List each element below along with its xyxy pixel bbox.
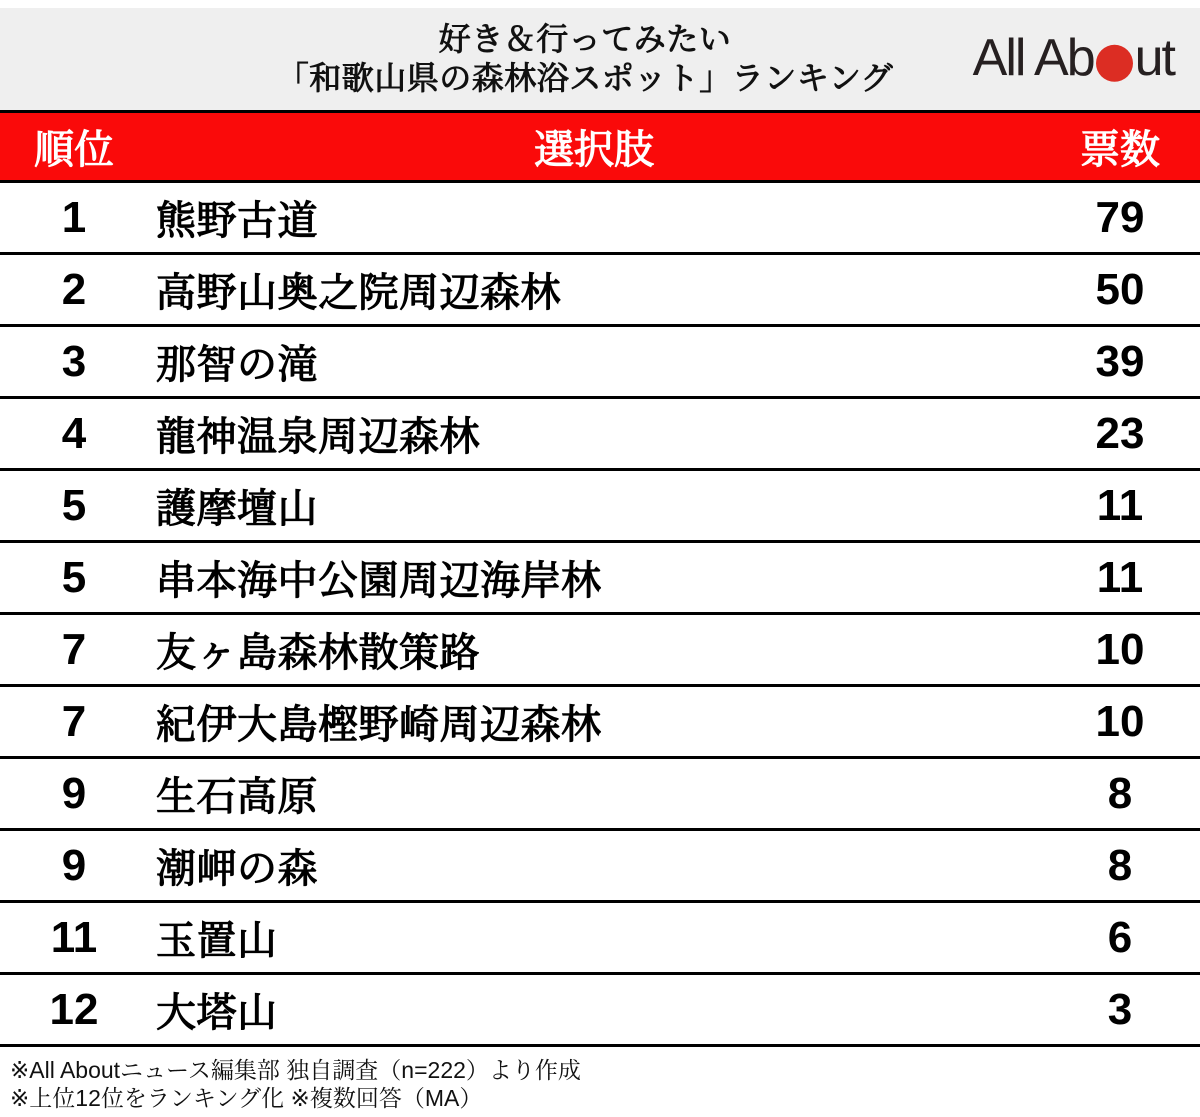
ranking-table bbox=[0, 183, 1200, 1047]
table-row bbox=[0, 831, 1200, 903]
table-row bbox=[0, 759, 1200, 831]
choice-cell: 紀伊大島樫野崎周辺森林 bbox=[156, 703, 602, 747]
choice-cell: 串本海中公園周辺海岸林 bbox=[156, 559, 602, 603]
choice-cell: 友ヶ島森林散策路 bbox=[156, 631, 480, 675]
table-header-row bbox=[0, 110, 1200, 183]
rank-cell: 1 bbox=[61, 192, 87, 242]
table-row bbox=[0, 903, 1200, 975]
column-header-choice: 選択肢 bbox=[534, 128, 654, 172]
choice-cell: 潮岬の森 bbox=[156, 847, 318, 891]
votes-cell: 23 bbox=[1095, 408, 1145, 458]
table-row bbox=[0, 471, 1200, 543]
logo-text-right: ut bbox=[1134, 28, 1174, 87]
allabout-logo bbox=[973, 28, 1174, 88]
choice-cell: 龍神温泉周辺森林 bbox=[156, 415, 480, 459]
votes-cell: 8 bbox=[1107, 840, 1133, 890]
rank-cell: 3 bbox=[61, 336, 87, 386]
choice-cell: 生石高原 bbox=[156, 775, 318, 819]
rank-cell: 9 bbox=[61, 768, 87, 818]
column-header-rank: 順位 bbox=[34, 128, 114, 172]
votes-cell: 79 bbox=[1095, 192, 1145, 242]
votes-cell: 11 bbox=[1096, 480, 1144, 530]
choice-cell: 那智の滝 bbox=[156, 343, 318, 387]
votes-cell: 39 bbox=[1095, 336, 1145, 386]
logo-red-circle-icon bbox=[1096, 44, 1133, 81]
table-row bbox=[0, 327, 1200, 399]
rank-cell: 12 bbox=[49, 984, 99, 1034]
page-title bbox=[277, 20, 894, 98]
choice-cell: 高野山奥之院周辺森林 bbox=[156, 271, 561, 315]
table-row bbox=[0, 975, 1200, 1047]
votes-cell: 10 bbox=[1095, 624, 1145, 674]
rank-cell: 7 bbox=[61, 624, 87, 674]
rank-cell: 2 bbox=[61, 264, 87, 314]
rank-cell: 11 bbox=[50, 912, 98, 962]
rank-cell: 5 bbox=[61, 552, 87, 602]
votes-cell: 8 bbox=[1107, 768, 1133, 818]
votes-cell: 10 bbox=[1095, 696, 1145, 746]
rank-cell: 9 bbox=[61, 840, 87, 890]
footnote-line2: ※上位12位をランキング化 ※複数回答（MA） bbox=[10, 1085, 483, 1111]
rank-cell: 7 bbox=[61, 696, 87, 746]
choice-cell: 大塔山 bbox=[156, 991, 278, 1035]
table-row bbox=[0, 543, 1200, 615]
votes-cell: 3 bbox=[1107, 984, 1133, 1034]
choice-cell: 熊野古道 bbox=[156, 199, 318, 243]
page-title-line2: 「和歌山県の森林浴スポット」ランキング bbox=[276, 60, 894, 96]
table-row bbox=[0, 183, 1200, 255]
table-row bbox=[0, 399, 1200, 471]
table-row bbox=[0, 687, 1200, 759]
choice-cell: 護摩壇山 bbox=[156, 487, 318, 531]
header bbox=[0, 8, 1200, 110]
choice-cell: 玉置山 bbox=[156, 919, 278, 963]
footnote-line1: ※All Aboutニュース編集部 独自調査（n=222）より作成 bbox=[10, 1057, 581, 1083]
votes-cell: 11 bbox=[1096, 552, 1144, 602]
rank-cell: 5 bbox=[61, 480, 87, 530]
table-row bbox=[0, 615, 1200, 687]
table-row bbox=[0, 255, 1200, 327]
page-title-line1: 好き＆行ってみたい bbox=[438, 21, 732, 57]
footnotes bbox=[0, 1047, 1200, 1112]
votes-cell: 50 bbox=[1095, 264, 1145, 314]
logo-text-left: All Ab bbox=[972, 28, 1094, 87]
rank-cell: 4 bbox=[61, 408, 87, 458]
column-header-votes: 票数 bbox=[1080, 128, 1160, 172]
votes-cell: 6 bbox=[1107, 912, 1133, 962]
